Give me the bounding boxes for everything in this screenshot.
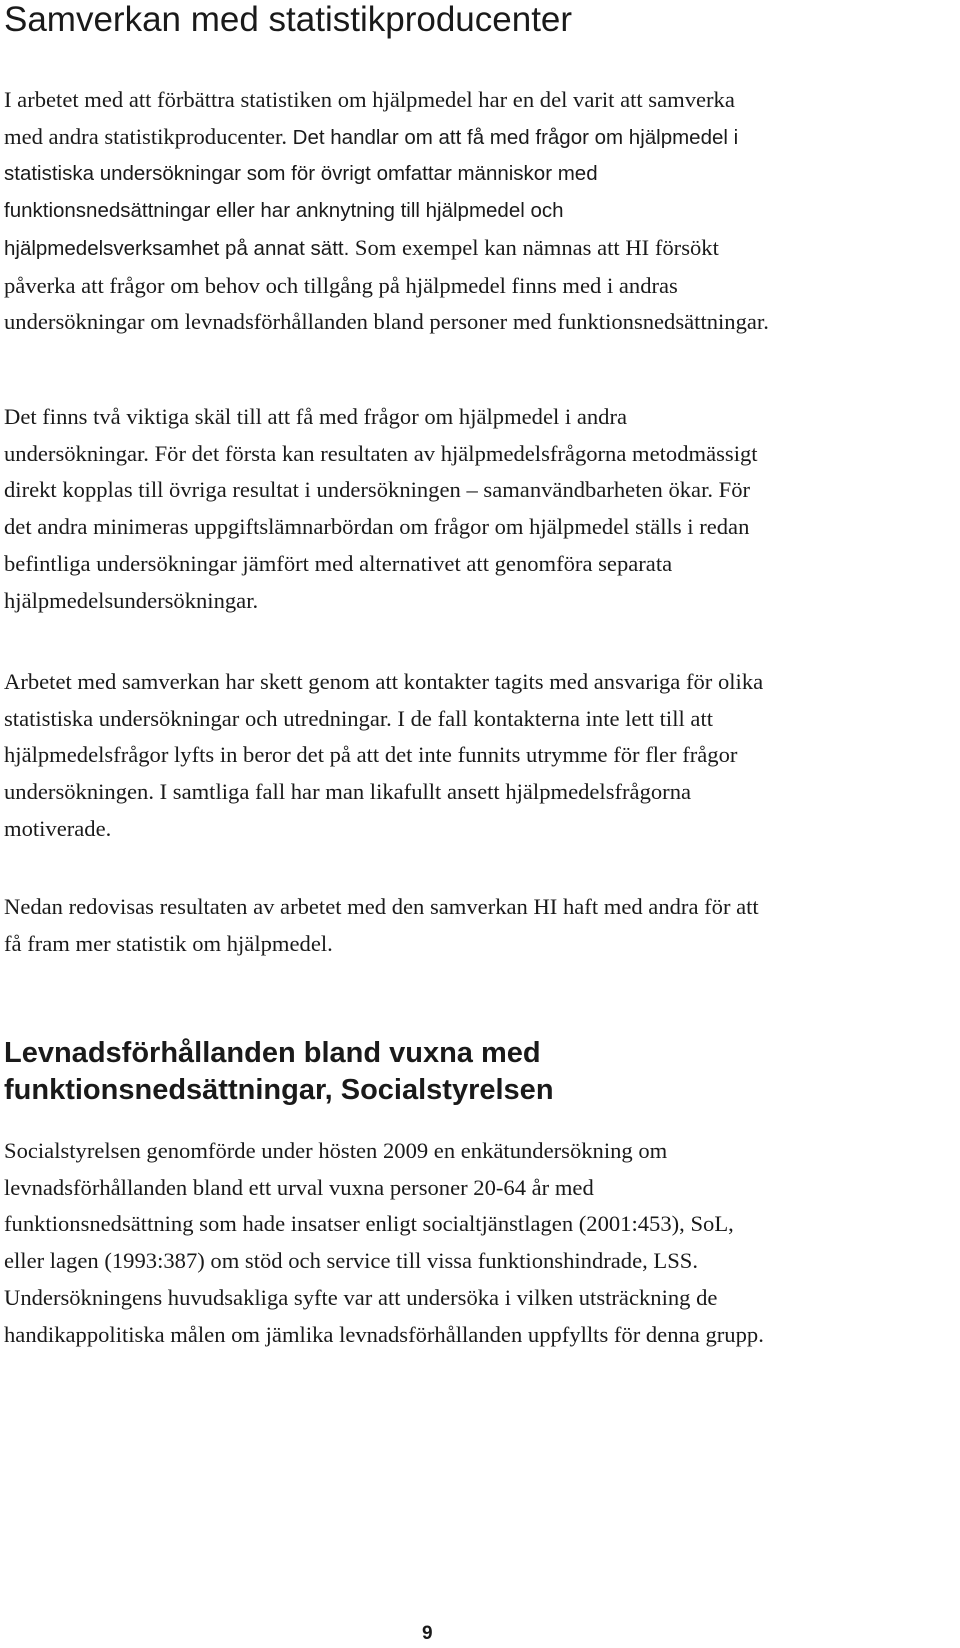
text-run: hjälpmedelsverksamhet på annat sätt. xyxy=(4,236,350,260)
text-line: funktionsnedsättningar eller har anknytning till hjälpmedel och xyxy=(4,199,564,223)
text-line: eller lagen (1993:387) om stöd och service till vissa funktionshindrade, LSS. xyxy=(4,1248,699,1274)
text-line: motiverade. xyxy=(4,815,112,841)
text-line xyxy=(4,230,769,268)
text-line: Undersökningens huvudsakliga syfte var att undersöka i vilken utsträckning de xyxy=(4,1284,718,1310)
text-line: Socialstyrelsen genomförde under hösten 2009 en enkätundersökning om xyxy=(4,1138,668,1163)
section-heading xyxy=(4,1035,554,1109)
text-line: undersökningar. För det första kan resultaten av hjälpmedelsfrågorna metodmässigt xyxy=(4,440,758,466)
text-line: direkt kopplas till övriga resultat i undersökningen – samanvändbarheten ökar. För xyxy=(4,477,751,503)
text-line: det andra minimeras uppgiftslämnarbördan om frågor om hjälpmedel ställs i redan xyxy=(4,514,750,540)
page-title: Samverkan med statistikproducenter xyxy=(4,0,573,39)
text-line: I arbetet med att förbättra statistiken om hjälpmedel har en del varit att samverka xyxy=(4,87,735,112)
text-line: hjälpmedelsundersökningar. xyxy=(4,587,259,613)
text-line: statistiska undersökningar och utredningar. I de fall kontakterna inte lett till att xyxy=(4,705,713,731)
text-line: hjälpmedelsfrågor lyfts in beror det på att det inte funnits utrymme för fler frågor xyxy=(4,742,738,768)
text-line: undersökningen. I samtliga fall har man likafullt ansett hjälpmedelsfrågorna xyxy=(4,779,692,805)
text-line: handikappolitiska målen om jämlika levnadsförhållanden uppfyllts för denna grupp. xyxy=(4,1321,764,1347)
text-line: befintliga undersökningar jämfört med alternativet att genomföra separata xyxy=(4,550,673,576)
paragraph-intro xyxy=(4,82,769,341)
text-line: statistiska undersökningar som för övrigt omfattar människor med xyxy=(4,162,598,186)
text-line: påverka att frågor om behov och tillgång på hjälpmedel finns med i andras xyxy=(4,272,678,298)
text-run: Som exempel kan nämnas att HI försökt xyxy=(349,234,719,260)
text-line: Det finns två viktiga skäl till att få med frågor om hjälpmedel i andra xyxy=(4,404,628,429)
heading-line: Levnadsförhållanden bland vuxna med xyxy=(4,1037,541,1069)
page-number: 9 xyxy=(422,1623,433,1644)
heading-line: funktionsnedsättningar, Socialstyrelsen xyxy=(4,1074,554,1106)
text-run: Det handlar om att få med frågor om hjälpmedel i xyxy=(286,125,739,149)
paragraph-reasons xyxy=(4,399,758,619)
text-line: Nedan redovisas resultaten av arbetet med den samverkan HI haft med andra för att xyxy=(4,894,759,919)
paragraph-results-intro xyxy=(4,889,759,962)
paragraph-collaboration xyxy=(4,664,763,848)
text-run: med andra statistikproducenter. xyxy=(4,123,287,149)
text-line: få fram mer statistik om hjälpmedel. xyxy=(4,930,333,956)
text-line: funktionsnedsättning som hade insatser enligt socialtjänstlagen (2001:453), SoL, xyxy=(4,1211,734,1237)
text-line xyxy=(4,119,769,157)
text-line: undersökningar om levnadsförhållanden bland personer med funktionsnedsättningar. xyxy=(4,309,769,335)
text-line: levnadsförhållanden bland ett urval vuxna personer 20-64 år med xyxy=(4,1174,594,1200)
text-line: Arbetet med samverkan har skett genom att kontakter tagits med ansvariga för olika xyxy=(4,669,764,694)
paragraph-survey xyxy=(4,1133,764,1353)
